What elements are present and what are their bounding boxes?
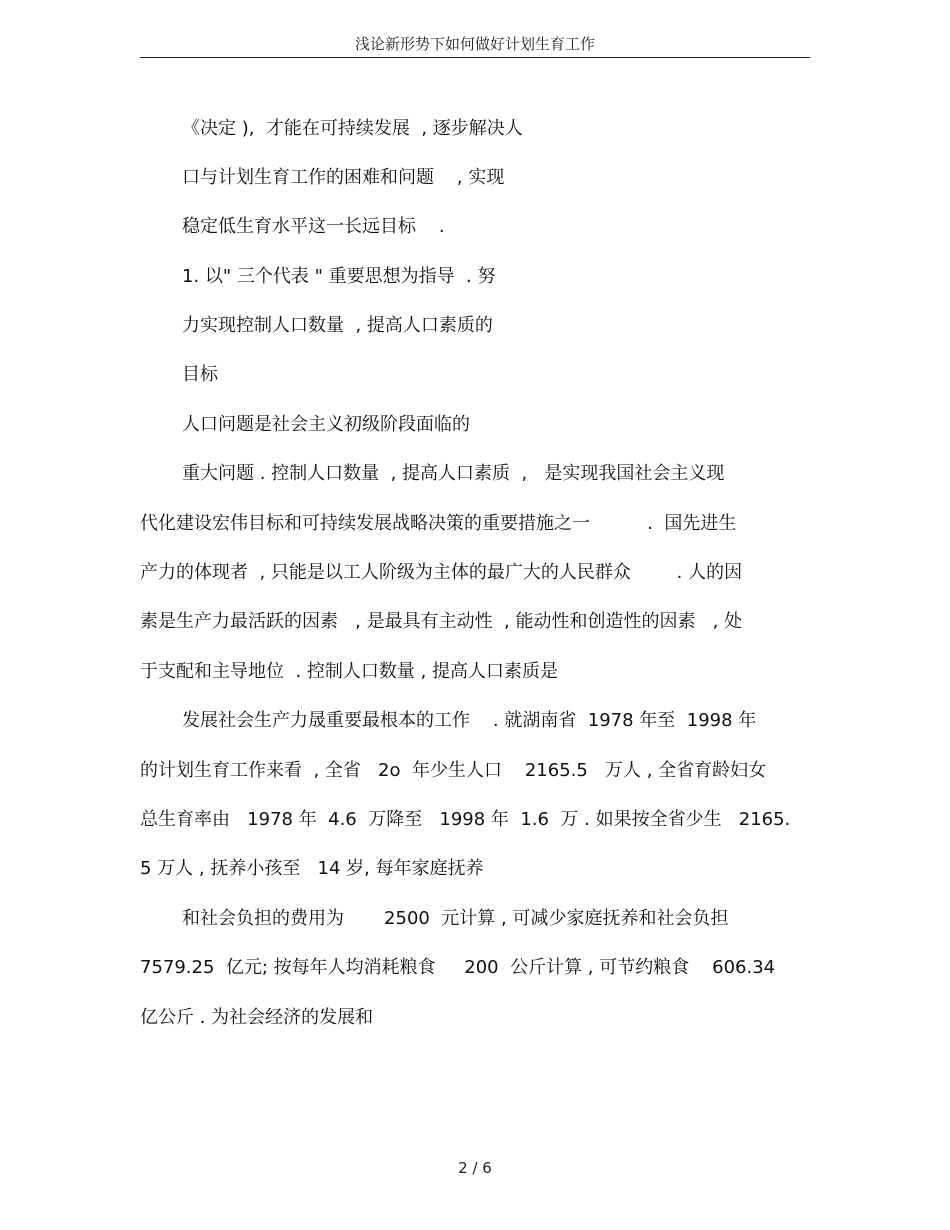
body-line: 5 万人 , 抚养小孩至 14 岁, 每年家庭抚养 <box>140 858 484 879</box>
body-line: 的计划生育工作来看 , 全省 2o 年少生人口 2165.5 万人 , 全省育龄妇女 <box>140 760 767 781</box>
body-line: 1. 以" 三个代表 " 重要思想为指导 . 努 <box>182 266 496 287</box>
page-indicator: 2 / 6 <box>458 1159 492 1177</box>
body-line: 亿公斤 . 为社会经济的发展和 <box>140 1007 374 1028</box>
body-line: 口与计划生育工作的困难和问题 , 实现 <box>182 167 505 188</box>
body-line: 代化建设宏伟目标和可持续发展战略决策的重要措施之一 . 国先进生 <box>140 513 737 534</box>
page-header-title: 浅论新形势下如何做好计划生育工作 <box>140 33 810 58</box>
body-line: 重大问题 . 控制人口数量 , 提高人口素质 , 是实现我国社会主义现 <box>182 463 725 484</box>
body-line: 总生育率由 1978 年 4.6 万降至 1998 年 1.6 万 . 如果按全省少生 2165. <box>140 809 791 830</box>
body-line: 7579.25 亿元; 按每年人均消耗粮食 200 公斤计算 , 可节约粮食 606.34 <box>140 957 776 978</box>
body-line: 产力的体现者 , 只能是以工人阶级为主体的最广大的人民群众 . 人的因 <box>140 562 743 583</box>
body-line: 《决定 ), 才能在可持续发展 , 逐步解决人 <box>182 118 523 139</box>
body-line: 人口问题是社会主义初级阶段面临的 <box>182 414 470 435</box>
body-line: 和社会负担的费用为 2500 元计算 , 可减少家庭抚养和社会负担 <box>182 908 729 929</box>
body-line: 发展社会生产力晟重要最根本的工作 . 就湖南省 1978 年至 1998 年 <box>182 710 757 731</box>
body-line: 素是生产力最活跃的因素 , 是最具有主动性 , 能动性和创造性的因素 , 处 <box>140 611 743 632</box>
body-line: 目标 <box>182 364 218 385</box>
body-line: 稳定低生育水平这一长远目标 . <box>182 216 445 237</box>
body-line: 力实现控制人口数量 , 提高人口素质的 <box>182 315 493 336</box>
body-line: 于支配和主导地位 . 控制人口数量 , 提高人口素质是 <box>140 661 559 682</box>
